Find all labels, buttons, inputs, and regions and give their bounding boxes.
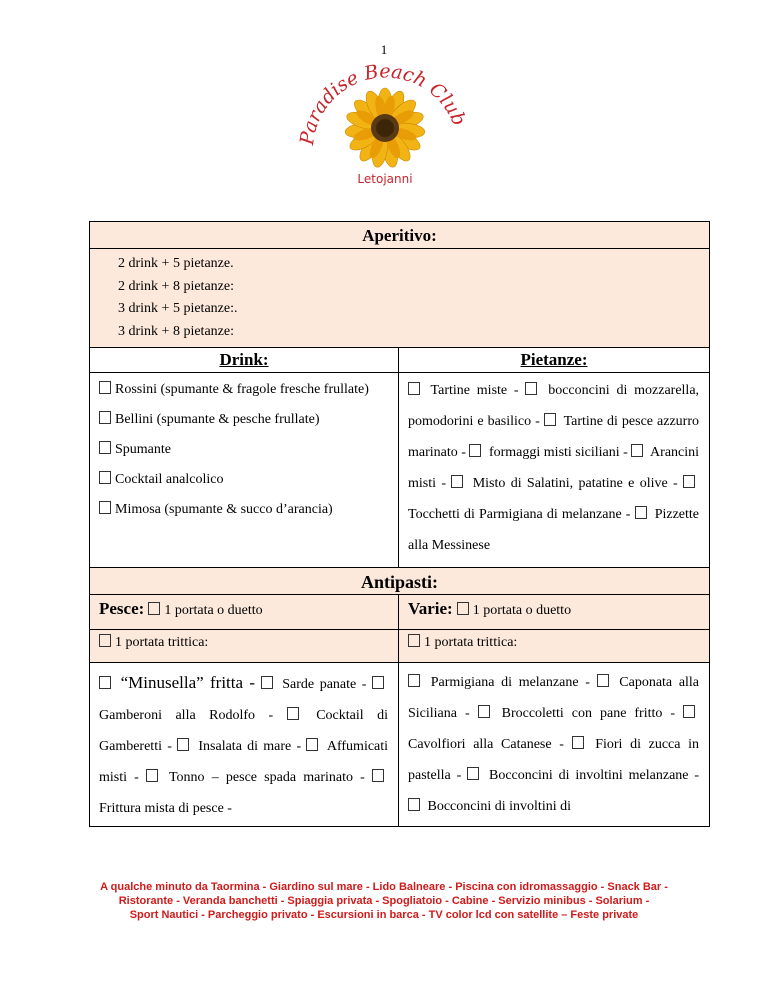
pietanze-title: Pietanze:	[520, 350, 588, 369]
checkbox-icon	[99, 411, 111, 424]
aperitivo-option: 3 drink + 8 pietanze:	[118, 323, 234, 339]
checkbox-icon	[544, 413, 556, 426]
drink-item: Spumante	[99, 440, 388, 459]
aperitivo-option: 3 drink + 5 pietanze:.	[118, 301, 238, 316]
varie-option: 1 portata o duetto	[472, 603, 572, 618]
pesce-trittica: 1 portata trittica:	[90, 630, 399, 663]
aperitivo-option: 2 drink + 8 pietanze:	[118, 278, 234, 294]
checkbox-icon	[99, 471, 111, 484]
antipasti-header	[90, 568, 710, 595]
footer	[60, 880, 708, 922]
logo-title: Paradise Beach Club	[296, 60, 471, 147]
checkbox-icon	[478, 705, 490, 718]
checkbox-icon	[451, 475, 463, 488]
checkbox-icon	[467, 767, 479, 780]
pesce-label: Pesce:	[99, 599, 145, 618]
aperitivo-title: Aperitivo:	[362, 226, 437, 245]
checkbox-icon	[146, 769, 158, 782]
varie-header	[399, 595, 710, 630]
footer-line: Sport Nautici - Parcheggio privato - Escursioni in barca - TV color lcd con satellite – Feste private	[129, 909, 639, 921]
checkbox-icon	[99, 501, 111, 514]
checkbox-icon	[457, 602, 469, 615]
checkbox-icon	[469, 444, 481, 457]
checkbox-icon	[99, 381, 111, 394]
aperitivo-header	[90, 222, 710, 249]
checkbox-icon	[372, 676, 384, 689]
checkbox-icon	[306, 738, 318, 751]
pietanze-header	[399, 348, 710, 373]
drink-item: Rossini (spumante & fragole fresche frullate)	[99, 380, 388, 399]
varie-list: Parmigiana di melanzane - Caponata alla Siciliana - Broccoletti con pane fritto - Cavolfiori alla Catanese - Fiori di zucca in pastella - Bocconcini di involtini melanzane - Bocconcini di involtini di	[399, 663, 710, 827]
sunflower-icon	[344, 88, 425, 169]
checkbox-icon	[572, 736, 584, 749]
checkbox-icon	[372, 769, 384, 782]
checkbox-icon	[177, 738, 189, 751]
varie-trittica: 1 portata trittica:	[399, 630, 710, 663]
checkbox-icon	[635, 506, 647, 519]
drink-title: Drink:	[219, 350, 269, 369]
pietanze-text: Tartine miste - bocconcini di mozzarella, pomodorini e basilico - Tartine di pesce azzurro marinato - formaggi misti siciliani - Arancini misti - Misto di Salatini, patatine e olive - Tocchetti di Parmigiana di melanzane - Pizzette alla Messinese	[408, 383, 700, 553]
checkbox-icon	[683, 705, 695, 718]
checkbox-icon	[99, 634, 111, 647]
checkbox-icon	[683, 475, 695, 488]
logo	[283, 55, 483, 190]
pesce-header	[90, 595, 399, 630]
checkbox-icon	[287, 707, 299, 720]
page-number: 1	[380, 42, 388, 57]
checkbox-icon	[148, 602, 160, 615]
varie-label: Varie:	[408, 599, 453, 618]
drink-item: Cocktail analcolico	[99, 470, 388, 489]
logo-subtitle: Letojanni	[357, 172, 413, 186]
checkbox-icon	[631, 444, 643, 457]
checkbox-icon	[597, 674, 609, 687]
menu-table	[89, 221, 710, 827]
pietanze-list	[399, 373, 710, 568]
checkbox-icon	[408, 674, 420, 687]
checkbox-icon	[408, 382, 420, 395]
footer-line: A qualche minuto da Taormina - Giardino sul mare - Lido Balneare - Piscina con idromassaggio - Snack Bar -	[100, 881, 668, 893]
drink-item: Bellini (spumante & pesche frullate)	[99, 410, 388, 429]
checkbox-icon	[408, 798, 420, 811]
aperitivo-options	[90, 249, 710, 348]
antipasti-title: Antipasti:	[360, 572, 438, 592]
sunflower-logo-graphic	[283, 55, 483, 190]
checkbox-icon	[99, 676, 111, 689]
checkbox-icon	[261, 676, 273, 689]
checkbox-icon	[408, 634, 420, 647]
drink-header	[90, 348, 399, 373]
pesce-option: 1 portata o duetto	[164, 603, 263, 618]
footer-line: Ristorante - Veranda banchetti - Spiaggia privata - Spogliatoio - Cabine - Servizio minibus - Solarium -	[118, 895, 650, 907]
checkbox-icon	[99, 441, 111, 454]
drink-item: Mimosa (spumante & succo d’arancia)	[99, 500, 388, 519]
aperitivo-option: 2 drink + 5 pietanze.	[118, 256, 234, 271]
drink-list	[90, 373, 399, 568]
checkbox-icon	[525, 382, 537, 395]
pesce-list: “Minusella” fritta - Sarde panate - Gamberoni alla Rodolfo - Cocktail di Gamberetti - Insalata di mare - Affumicati misti - Tonno – pesce spada marinato - Frittura mista di pesce -	[90, 663, 399, 827]
